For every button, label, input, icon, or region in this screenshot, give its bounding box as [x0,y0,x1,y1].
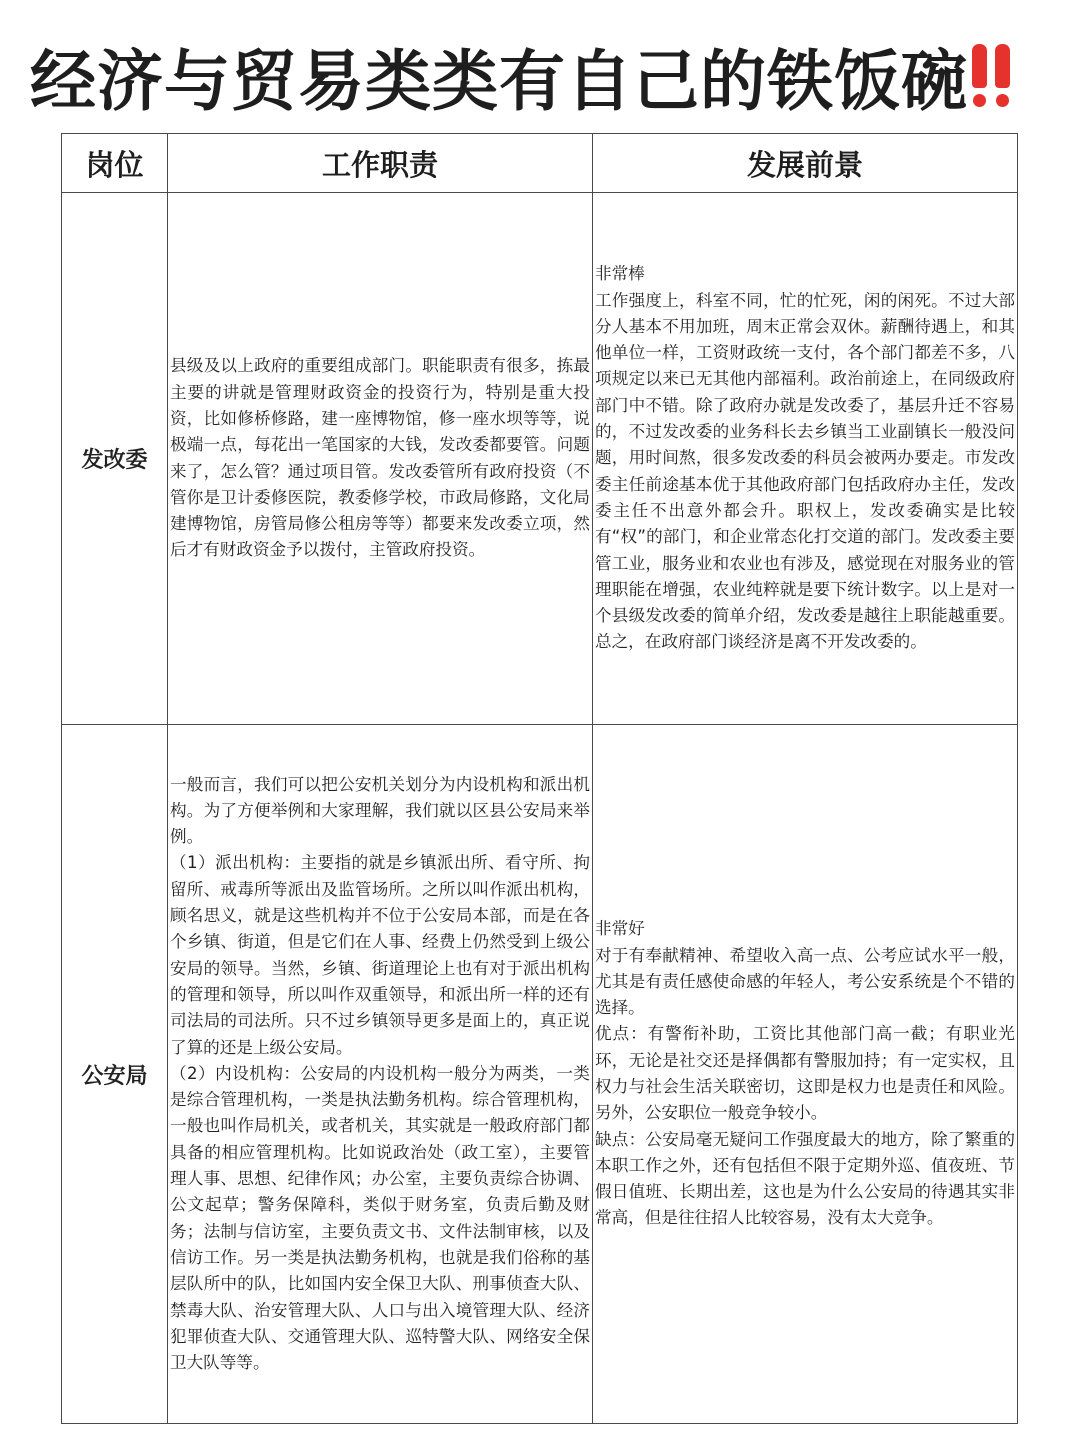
outlook-cell [593,193,1018,725]
header-duty: 工作职责 [168,134,593,193]
header-outlook: 发展前景 [593,134,1018,193]
outlook-cell [593,725,1018,1424]
job-info-table [61,133,1018,1424]
double-exclamation-icon [972,44,1018,106]
duty-paragraph: 县级及以上政府的重要组成部门。职能职责有很多，拣最主要的讲就是管理财政资金的投资行为，特别是重大投资，比如修桥修路，建一座博物馆，修一座水坝等等，说极端一点，每花出一笔国家的大钱，发改委都要管。问题来了，怎么管？通过项目管。发改委管所有政府投资（不管你是卫计委修医院，教委修学校，市政局修路，文化局建博物馆，房管局修公租房等等）都要来发改委立项，然后才有财政资金予以拨付，主管政府投资。 [170,356,590,560]
post-name: 发改委 [62,193,168,725]
page-title [30,30,1018,120]
table-row [62,193,1018,725]
outlook-rating: 非常好 [595,919,645,939]
outlook-paragraph: 工作强度上，科室不同，忙的忙死，闲的闲死。不过大部分人基本不用加班，周末正常会双休。薪酬待遇上，和其他单位一样，工资财政统一支付，各个部门都差不多，八项规定以来已无其他内部福利。政治前途上，在同级政府部门中不错。除了政府办就是发改委了，基层升迁不容易的，不过发改委的业务科长去乡镇当工业副镇长一般没问题，用时间熬，很多发改委的科员会被两办要走。市发改委主任前途基本优于其他政府部门包括政府办主任，发改委主任不出意外都会升。职权上，发改委确实是比较有“权”的部门，和企业常态化打交道的部门。发改委主要管工业，服务业和农业也有涉及，感觉现在对服务业的管理职能在增强，农业纯粹就是要下统计数字。以上是对一个县级发改委的简单介绍，发改委是越往上职能越重要。总之，在政府部门谈经济是离不开发改委的。 [595,290,1015,652]
duty-paragraph: 一般而言，我们可以把公安机关划分为内设机构和派出机构。为了方便举例和大家理解，我们就以区县公安局来举例。 [170,774,590,847]
outlook-paragraph: 优点：有警衔补助，工资比其他部门高一截；有职业光环，无论是社交还是择偶都有警服加持；有一定实权，且权力与社会生活关联密切，这即是权力也是责任和风险。另外，公安职位一般竞争较小。 [595,1024,1015,1123]
table-row [62,725,1018,1424]
duty-cell [168,725,593,1424]
post-name: 公安局 [62,725,168,1424]
outlook-paragraph: 缺点：公安局毫无疑问工作强度最大的地方，除了繁重的本职工作之外，还有包括但不限于定期外巡、值夜班、节假日值班、长期出差，这也是为什么公安局的待遇其实非常高，但是往往招人比较容易，没有太大竞争。 [595,1129,1015,1228]
header-post: 岗位 [62,134,168,193]
duty-paragraph: （2）内设机构：公安局的内设机构一般分为两类，一类是综合管理机构，一类是执法勤务机构。综合管理机构，一般也叫作局机关，或者机关，其实就是一般政府部门都具备的相应管理机构。比如说政治处（政工室），主要管理人事、思想、纪律作风；办公室，主要负责综合协调、公文起草；警务保障科，类似于财务室，负责后勤及财务；法制与信访室，主要负责文书、文件法制审核，以及信访工作。另一类是执法勤务机构，也就是我们俗称的基层队所中的队，比如国内安全保卫大队、刑事侦查大队、禁毒大队、治安管理大队、人口与出入境管理大队、经济犯罪侦查大队、交通管理大队、巡特警大队、网络安全保卫大队等等。 [170,1063,590,1373]
duty-paragraph: （1）派出机构：主要指的就是乡镇派出所、看守所、拘留所、戒毒所等派出及监管场所。之所以叫作派出机构，顾名思义，就是这些机构并不位于公安局本部，而是在各个乡镇、街道，但是它们在人事、经费上仍然受到上级公安局的领导。当然，乡镇、街道理论上也有对于派出机构的管理和领导，所以叫作双重领导，和派出所一样的还有司法局的司法所。只不过乡镇领导更多是面上的，真正说了算的还是上级公安局。 [170,853,590,1057]
outlook-rating: 非常棒 [595,264,645,284]
table-header-row [62,134,1018,193]
duty-cell [168,193,593,725]
outlook-paragraph: 对于有奉献精神、希望收入高一点、公考应试水平一般，尤其是有责任感使命感的年轻人，考公安系统是个不错的选择。 [595,945,1015,1018]
title-text: 经济与贸易类类有自己的铁饭碗 [30,42,968,120]
